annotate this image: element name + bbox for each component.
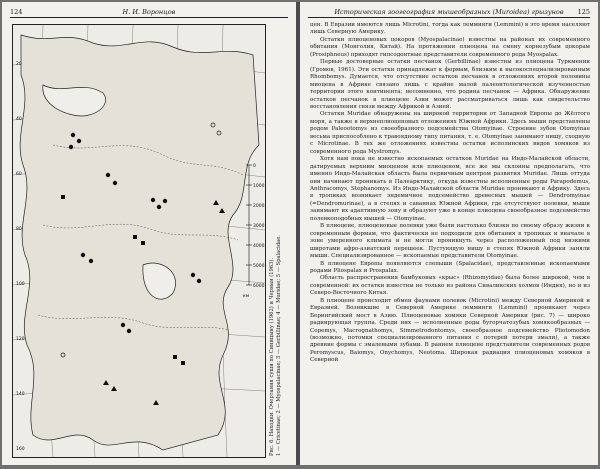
right-running-title: Историческая зоогеография мышеобразных (Muroidea) грызунов: [334, 8, 564, 16]
right-running-head: [308, 7, 590, 18]
left-running-head: [10, 7, 288, 18]
scale-unit: км: [243, 294, 250, 299]
scale-label: 0: [253, 164, 256, 169]
map-figure: [12, 24, 266, 458]
scale-label: 3000: [253, 224, 265, 229]
paragraph: Хотя нам пока не известно ископаемых остатков Muridae на Индо-Малайской области, датируемых верхним миоценом или плиоценом, все же мы склонны предполагать, что именно Индо-Малайская область была первичным центром развития Muridae. Лишь оттуда они начинают проникать в Палеарктику, откуда известны исполненные роды Parapodemus, Anthracomys, Stephanomys. Из Индо-Малайской области Muridae проникают в Африку. Здесь в тропиках возникает эндемичное подсемейство древесных мышей — Dendromyinae (=Dendromurinae), а в степях и саваннах Южной Африки, где отсутствуют полевки, мыши занимают их адаптивную зону и образуют уже в конце плиоцена своеобразное подсемейство полевкоподобных мышей — Otomyinae.: [310, 156, 590, 222]
coord-label: 140: [16, 392, 25, 397]
left-page-number: 124: [10, 8, 23, 16]
paragraph: цен. В Евразии имеются лишь Microtini, тогда как лемминги (Lemmini) в это время населяют лишь Северную Америку.: [310, 22, 590, 36]
map-graphic: [13, 25, 265, 457]
left-running-title: Н. И. Воронцов: [122, 8, 176, 16]
coord-label: 60: [16, 172, 22, 177]
scale-label: 1000: [253, 184, 265, 189]
scale-label: 2000: [253, 204, 265, 209]
right-page-number: 125: [577, 8, 590, 16]
paragraph: Первые достоверные остатки песчанок (Gerbillinae) известны из плиоцена Туркмении (Громов, 1961). Эти остатки принадлежат к формам, близким к высокоспециализированным Rhombomys. Думается, что отсутствие остатков песчанок в отложениях второй половины миоцена в Африке связано лишь с крайне малой палеонтологической изученностью территории этого континента; несомненно, что родина песчанок — Африка. Обнаружение остатков песчанок в плиоцене Азии может рассматриваться лишь как свидетельство восстановления связи между Африкой и Азией.: [310, 59, 590, 110]
scale-label: 6000: [253, 284, 265, 289]
paragraph: Остатки плиоценовых цокоров (Myospalacinae) известны на районах их современного обитания (Монголия, Китай). На протяжении плиоцена на смену корнезубым цокорам (Prosiphneus) приходят гипсодонтные представители современного рода Myospalax.: [310, 36, 590, 58]
paragraph: Область распространения бамбуковых «крыс» (Rhizomyidae) была более широкой, чем в современной: их остатки известны не только из района Сиваликских холмов (Индия), но и из Северо-Восточного Китая.: [310, 275, 590, 297]
caption-line-1: Рис. 6. Находки. Очертания суши по Синицыну (1962) и Черман (1963).: [269, 257, 275, 456]
caption-line-2: 1 — Cricetinae; 2 — Myospalacinae; 3 — Gerbillinae; 4 — Muridae; 5 — Spalacidae.: [275, 235, 282, 456]
paragraph: В плиоцене Европы появляются слепыши (Spalacidae), представленные ископаемыми родами Pliospalax и Prospalax.: [310, 260, 590, 274]
paragraph: В плиоцене происходит обмен фаунами полевок (Microtini) между Северной Америкой и Евразией. Возникшие в Северной Америке лемминги (Lemmini) проникают через Берингийский мост в Азию. Плиоценовые хомяки Северной Америки (рис. 7) — широко радиирующая группа. Среди них — исполненные роды бугорчатозубых хомякообразных — Copemys, Macrognathomys, Simmetrodontomys, своеобразное подсемейство Pliotomodon (возможно, потомки специализированного питания с потерей потери эмали), а также древние формы с эмалевыми зубами. В раннем плиоцене представители современных родов Peromyscus, Baiomys, Onychomys, Neotoma. Широкая радиация плиоценовых хомяков в Северной: [310, 297, 590, 364]
scale-label: 5000: [253, 264, 265, 269]
coord-label: 160: [16, 447, 25, 452]
coord-label: 120: [16, 337, 25, 342]
coord-label: 40: [16, 117, 22, 122]
left-page: [2, 2, 296, 465]
coord-label: 20: [16, 62, 22, 67]
coord-label: 80: [16, 227, 22, 232]
paragraph: Остатки Muridae обнаружены на широкой территории от Западной Европы до Жёлтого моря, а также в верхнеплиоценовых отложениях Южной Африки. Здесь мыши представлены родом Paleootomys из своеобразного подсемейства Otomyinae. Строение зубов Otomyinae весьма приспособлено к травоядному типу питания, т. е. Otomyinae занимают нишу, сходную с Microtinae. В тех же отложениях известны остатки исполинских видов хомяков из современного рода Mystromys.: [310, 111, 590, 155]
scale-label: 4000: [253, 244, 265, 249]
right-page: [300, 2, 598, 465]
body-text: [310, 22, 590, 461]
figure-caption: [267, 24, 293, 456]
coord-label: 100: [16, 282, 25, 287]
paragraph: В плиоцене, плиоценовые полевки уже были настолько близки по своему образу жизни к современным формам, что фактически не подходили для обитания в тропиках и вначале в зоне умеренного климата и не могли проникнуть через расположенный под низкими широтами афро-азиатский перешеек. Пустующую нишу в степях Южной Африки заняли мыши. Специализированное — ископаемые представители Otomyinae.: [310, 223, 590, 260]
